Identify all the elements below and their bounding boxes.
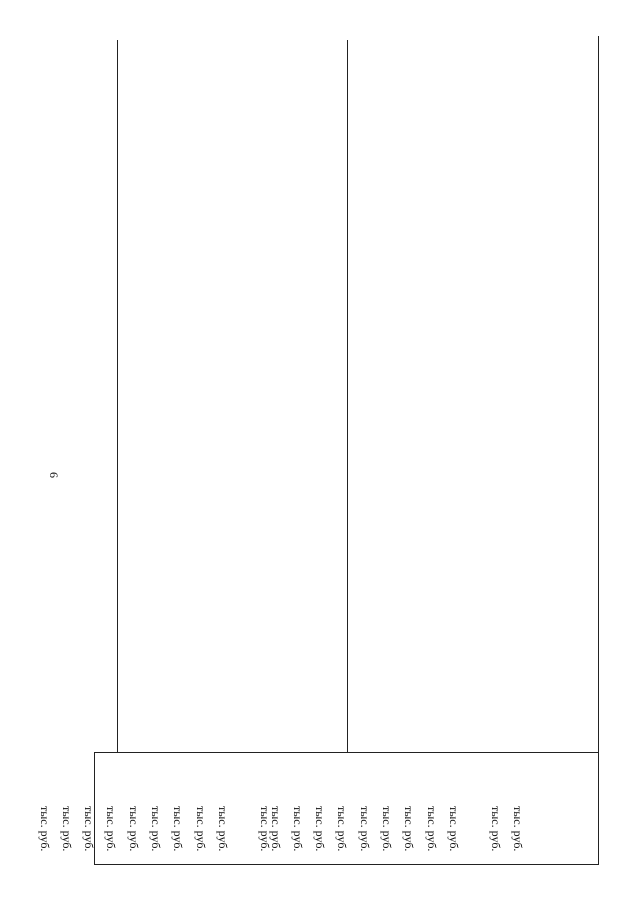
unit-label: тыс. руб. — [126, 806, 141, 852]
unit-label: тыс. руб. — [193, 806, 208, 852]
unit-label: тыс. руб. — [171, 806, 186, 852]
unit-label: тыс. руб. — [402, 806, 417, 852]
unit-label: тыс. руб. — [104, 806, 119, 852]
unit-label: тыс. руб. — [216, 806, 230, 852]
page-number: 6 — [47, 472, 61, 478]
unit-label: тыс. руб. — [59, 806, 74, 852]
unit-label: тыс. руб. — [313, 806, 328, 852]
unit-label: тыс. руб. — [335, 806, 350, 852]
unit-label: тыс. руб. — [149, 806, 164, 852]
unit-label: тыс. руб. — [37, 806, 52, 852]
unit-label: тыс. руб. — [82, 806, 97, 852]
unit-label: тыс. руб. — [447, 806, 461, 852]
unit-label: тыс. руб. — [268, 806, 283, 852]
unit-label: тыс. руб. — [357, 806, 372, 852]
unit-label: тыс. руб. — [380, 806, 395, 852]
unit-label: тыс. руб. — [290, 806, 305, 852]
unit-label: тыс. руб. — [424, 806, 439, 852]
rotated-funding-table: тыс. руб. тыс. руб. тыс. руб. тыс. руб. тыс. руб. тыс. руб. тыс. руб. тыс. руб. тыс. руб. тыс. руб. тыс. руб. тыс. руб. тыс. руб. тыс. руб. тыс. руб. тыс. руб. тыс. руб. тыс. руб. тыс. руб. тыс. руб. тыс. руб. — [110, 36, 600, 866]
